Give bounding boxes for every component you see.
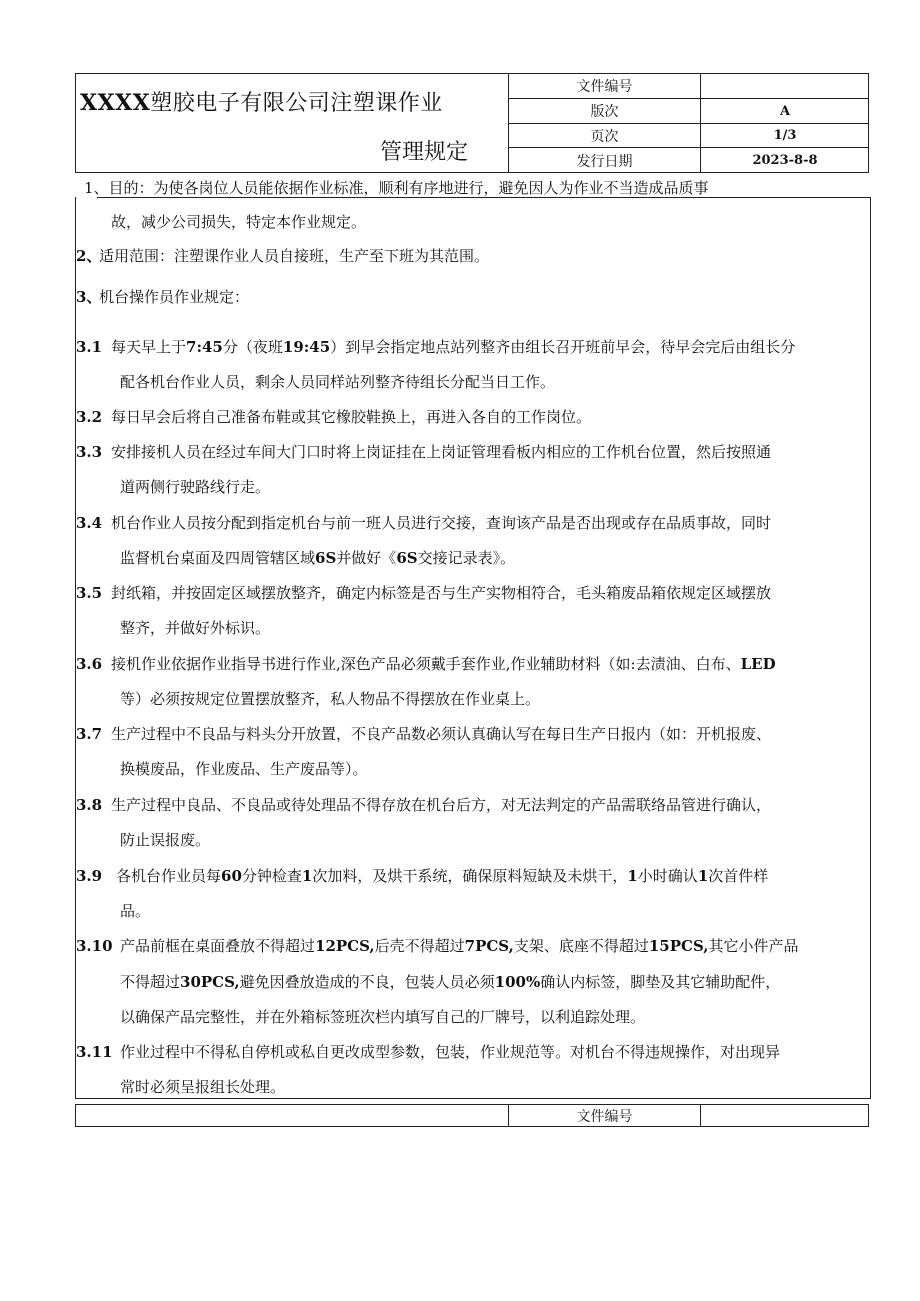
body-frame (75, 197, 871, 1099)
item-3-1-line2: 配各机台作业人员，剩余人员同样站列整齐待组长分配当日工作。 (120, 373, 556, 391)
item-3-5-line1: 封纸箱，并按固定区域摆放整齐，确定内标签是否与生产实物相符合，毛头箱废品箱依规定区域摆放 (111, 584, 772, 602)
item-number: 3.9 (76, 867, 103, 885)
item-3-3-line1: 安排接机人员在经过车间大门口时将上岗证挂在上岗证管理看板内相应的工作机台位置，然后按照通 (111, 443, 772, 461)
item-number: 3.6 (76, 655, 103, 673)
item-number: 3.1 (76, 338, 103, 356)
document-title-line2: 管理规定 (380, 140, 469, 165)
page-value: 1/3 (773, 128, 797, 143)
section-3-number: 3、 (76, 288, 102, 306)
version-value: A (779, 103, 791, 119)
section-2-number: 2、 (76, 247, 102, 265)
item-3-10-line3: 以确保产品完整性，并在外箱标签班次栏内填写自己的厂牌号，以利追踪处理。 (120, 1008, 646, 1026)
footer-file-no-value (701, 1104, 869, 1127)
item-3-10-line1: 产品前框在桌面叠放不得超过12PCS,后壳不得超过7PCS,支架、底座不得超过15PCS,其它小件产品 (120, 937, 799, 955)
item-number: 3.7 (76, 725, 103, 743)
header-row-page (509, 124, 869, 148)
item-3-4-line1: 机台作业人员按分配到指定机台与前一班人员进行交接，查询该产品是否出现或存在品质事故，同时 (111, 514, 772, 532)
date-value: 2023-8-8 (752, 153, 818, 168)
item-3-8-line1: 生产过程中良品、不良品或待处理品不得存放在机台后方，对无法判定的产品需联络品管进行确认， (111, 796, 772, 814)
item-3-2-line1: 每日早会后将自己准备布鞋或其它橡胶鞋换上，再进入各自的工作岗位。 (111, 408, 592, 426)
item-number: 3.11 (76, 1043, 113, 1061)
page-label: 页次 (509, 124, 701, 147)
item-3-11-line1: 作业过程中不得私自停机或私自更改成型参数，包装，作业规范等。对机台不得违规操作，对出现异 (120, 1043, 781, 1061)
item-3-6-line1: 接机作业依据作业指导书进行作业,深色产品必须戴手套作业,作业辅助材料（如:去渍油、白布、LED (111, 655, 776, 673)
footer-file-no-label: 文件编号 (509, 1104, 701, 1127)
section-2-text: 适用范围：注塑课作业人员自接班，生产至下班为其范围。 (99, 247, 490, 265)
item-number: 3.2 (76, 408, 103, 426)
item-number: 3.8 (76, 796, 103, 814)
section-1-line1: 1、目的：为使各岗位人员能依据作业标准，顺利有序地进行，避免因人为作业不当造成品质事 (84, 179, 709, 197)
item-3-5-line2: 整齐，并做好外标识。 (120, 619, 271, 637)
file-no-label: 文件编号 (509, 73, 701, 98)
item-3-9-line2: 品。 (120, 902, 151, 920)
date-label: 发行日期 (509, 148, 701, 173)
version-label: 版次 (509, 99, 701, 123)
header-row-file-no (509, 73, 869, 99)
header-row-version (509, 99, 869, 124)
section-3-text: 机台操作员作业规定： (99, 288, 250, 306)
item-3-6-line2: 等）必须按规定位置摆放整齐，私人物品不得摆放在作业桌上。 (120, 690, 541, 708)
item-3-1-line1: 每天早上于7:45分（夜班19:45）到早会指定地点站列整齐由组长召开班前早会，待早会完后由组长分 (111, 338, 796, 356)
header-row-date (509, 148, 869, 173)
item-3-7-line1: 生产过程中不良品与料头分开放置，不良产品数必须认真确认写在每日生产日报内（如：开机报废、 (111, 725, 772, 743)
footer-left-cell (75, 1104, 509, 1127)
item-3-4-line2: 监督机台桌面及四周管辖区域6S并做好《6S交接记录表》。 (120, 549, 516, 567)
item-3-11-line2: 常时必须呈报组长处理。 (120, 1078, 286, 1096)
document-title: XXXX塑胶电子有限公司注塑课作业 (80, 90, 443, 116)
item-number: 3.10 (76, 937, 113, 955)
file-no-value (701, 73, 869, 98)
item-3-3-line2: 道两侧行驶路线行走。 (120, 478, 271, 496)
item-number: 3.3 (76, 443, 103, 461)
item-number: 3.5 (76, 584, 103, 602)
item-3-8-line2: 防止误报废。 (120, 831, 211, 849)
item-3-10-line2: 不得超过30PCS,避免因叠放造成的不良，包装人员必须100%确认内标签，脚垫及其它辅助配件， (120, 973, 781, 991)
item-number: 3.4 (76, 514, 103, 532)
section-1-line2: 故，减少公司损失，特定本作业规定。 (111, 213, 367, 231)
item-3-9-line1: 各机台作业员每60分钟检查1次加料，及烘干系统，确保原料短缺及未烘干，1小时确认1次首件样 (116, 867, 769, 885)
item-3-7-line2: 换模废品，作业废品、生产废品等）。 (120, 760, 368, 778)
